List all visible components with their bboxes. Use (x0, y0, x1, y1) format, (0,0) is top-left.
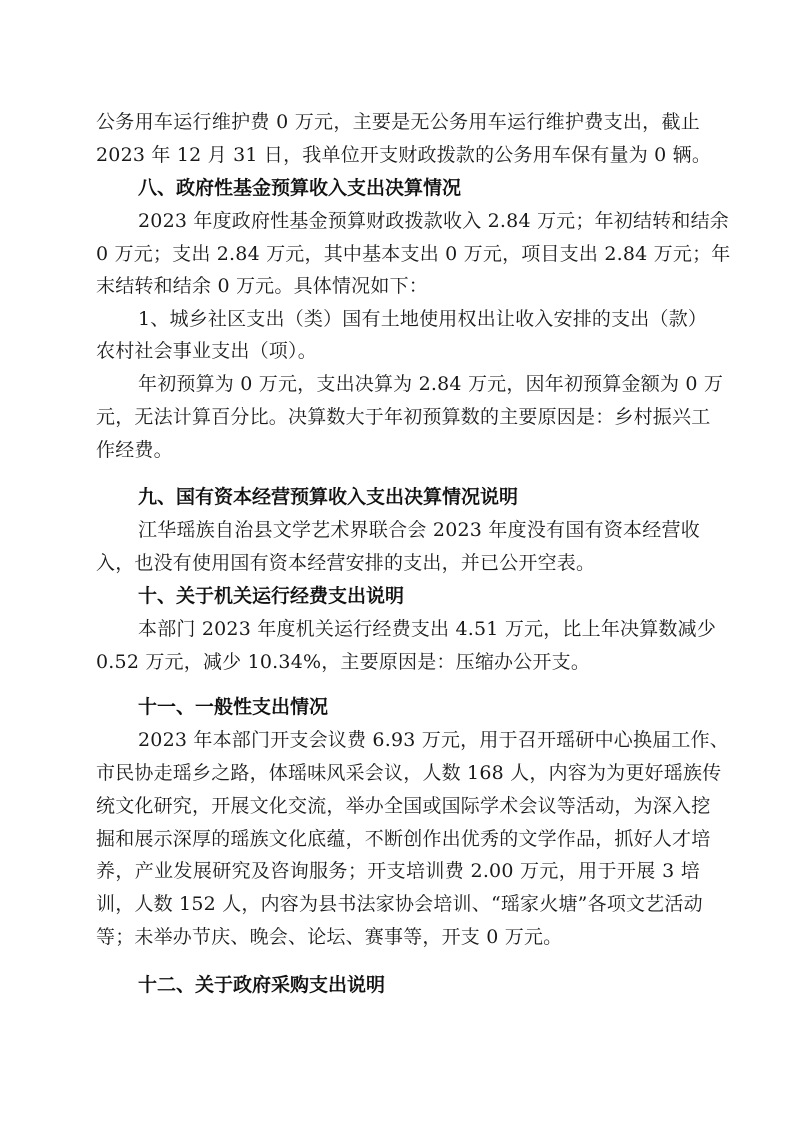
paragraph-line: 农村社会事业支出（项）。 (96, 340, 317, 362)
paragraph-line: 掘和展示深厚的瑶族文化底蕴，不断创作出优秀的文学作品，抓好人才培 (96, 828, 711, 850)
paragraph-line: 等；未举办节庆、晚会、论坛、赛事等，开支 0 万元。 (96, 926, 563, 948)
paragraph-line: 2023 年度政府性基金预算财政拨款收入 2.84 万元；年初结转和结余 (138, 210, 729, 232)
paragraph-line: 养，产业发展研究及咨询服务；开支培训费 2.00 万元，用于开展 3 培 (96, 860, 700, 882)
section-heading-10: 十、关于机关运行经费支出说明 (138, 585, 405, 607)
section-heading-11: 十一、一般性支出情况 (138, 696, 329, 718)
paragraph-line: 统文化研究，开展文化交流，举办全国或国际学术会议等活动，为深入挖 (96, 795, 711, 817)
paragraph-line: 2023 年本部门开支会议费 6.93 万元，用于召开瑶研中心换届工作、 (138, 729, 729, 751)
paragraph-line: 市民协走瑶乡之路，体瑶味风采会议，人数 168 人，内容为为更好瑶族传 (96, 762, 722, 784)
paragraph-line: 元，无法计算百分比。决算数大于年初预算数的主要原因是：乡村振兴工 (96, 406, 711, 428)
section-heading-9: 九、国有资本经营预算收入支出决算情况说明 (138, 486, 519, 508)
paragraph-line: 作经费。 (96, 439, 173, 461)
paragraph-line: 末结转和结余 0 万元。具体情况如下： (96, 275, 428, 297)
paragraph-line: 2023 年 12 月 31 日，我单位开支财政拨款的公务用车保有量为 0 辆。 (96, 144, 712, 166)
paragraph-line: 本部门 2023 年度机关运行经费支出 4.51 万元，比上年决算数减少 (138, 618, 717, 640)
section-heading-12: 十二、关于政府采购支出说明 (138, 974, 386, 996)
paragraph-line: 入，也没有使用国有资本经营安排的支出，并已公开空表。 (96, 552, 596, 574)
paragraph-line: 江华瑶族自治县文学艺术界联合会 2023 年度没有国有资本经营收 (138, 519, 700, 541)
paragraph-line: 1、城乡社区支出（类）国有土地使用权出让收入安排的支出（款） (138, 308, 708, 330)
paragraph-line: 0 万元；支出 2.84 万元，其中基本支出 0 万元，项目支出 2.84 万元；年 (96, 243, 731, 265)
section-heading-8: 八、政府性基金预算收入支出决算情况 (138, 177, 462, 199)
paragraph-line: 0.52 万元，减少 10.34%，主要原因是：压缩办公开支。 (96, 651, 591, 673)
paragraph-line: 训，人数 152 人，内容为县书法家协会培训、“瑶家火塘”各项文艺活动 (96, 893, 703, 915)
paragraph-line: 公务用车运行维护费 0 万元，主要是无公务用车运行维护费支出，截止 (96, 111, 700, 133)
paragraph-line: 年初预算为 0 万元，支出决算为 2.84 万元，因年初预算金额为 0 万 (138, 373, 724, 395)
